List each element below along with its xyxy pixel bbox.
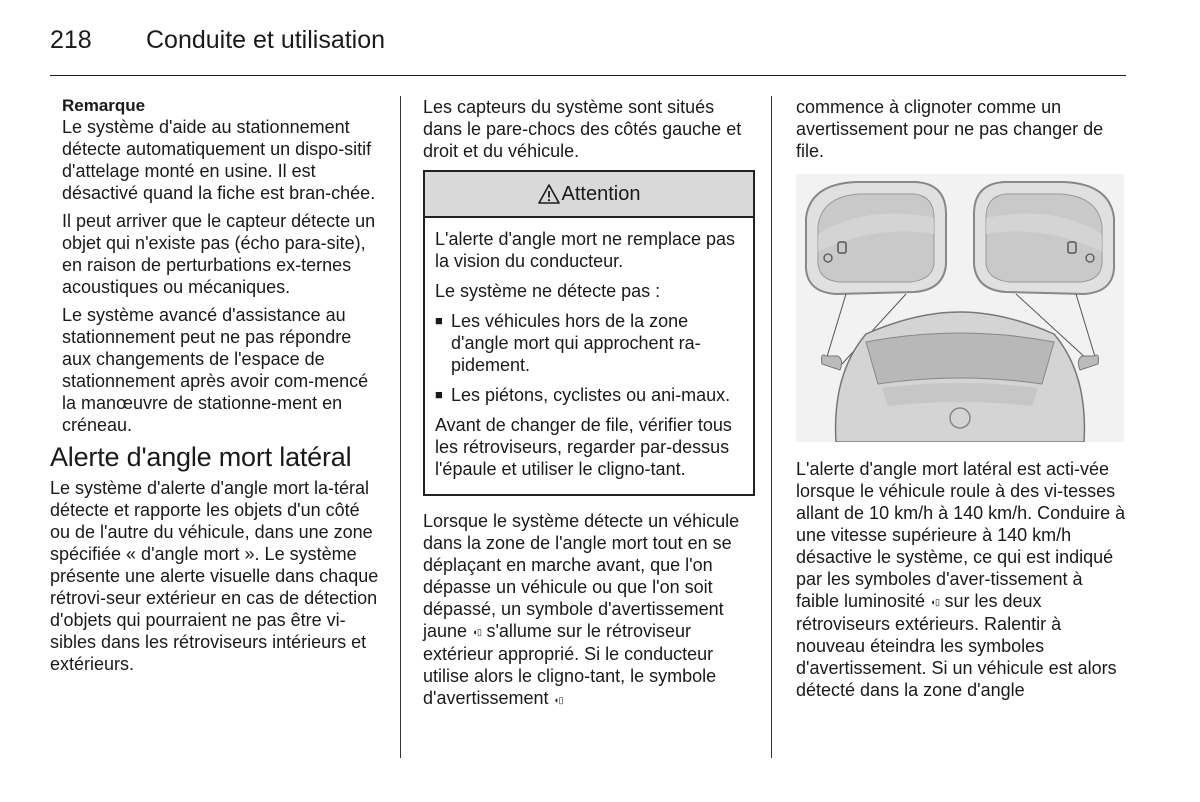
page-number: 218 <box>50 26 92 54</box>
attention-paragraph-1: L'alerte d'angle mort ne remplace pas la vision du conducteur. <box>435 229 736 271</box>
blink-paragraph: commence à clignoter comme un avertissement pour ne pas changer de file. <box>796 97 1104 161</box>
column-divider-2 <box>771 96 772 758</box>
attention-bullet-text: Les véhicules hors de la zone d'angle mort qui approchent ra-pidement. <box>451 311 701 375</box>
note-paragraph-1: Le système d'aide au stationnement détecte automatiquement un dispo-sitif d'attelage monté en usine. Il est désactivé quand la fiche est bran-chée. <box>62 117 376 203</box>
sensor-intro-paragraph: Les capteurs du système sont situés dans le pare-chocs des côtés gauche et droit et du véhicule. <box>423 97 742 161</box>
column-2 <box>423 96 755 717</box>
blind-spot-symbol-icon: ◖▯ <box>472 627 482 638</box>
attention-body <box>425 218 753 494</box>
column-1 <box>50 96 382 681</box>
column-divider-1 <box>400 96 401 758</box>
note-title: Remarque <box>62 96 146 115</box>
note-paragraph-2: Il peut arriver que le capteur détecte un objet qui n'existe pas (écho para-site), en raison de perturbations ex-ternes acoustiques ou mécaniques. <box>62 211 376 297</box>
attention-paragraph-3: Avant de changer de file, vérifier tous les rétroviseurs, regarder par-dessus l'épaule et utiliser le cligno-tant. <box>435 415 732 479</box>
page-title: Conduite et utilisation <box>146 26 386 54</box>
attention-bullet-text: Les piétons, cyclistes ou ani-maux. <box>451 385 731 405</box>
mirror-illustration <box>796 174 1124 442</box>
attention-header <box>425 172 753 218</box>
blind-spot-symbol-icon: ◖▯ <box>930 597 940 608</box>
warning-triangle-icon <box>538 184 560 204</box>
bullet-square-icon: ■ <box>435 387 443 402</box>
attention-bullet <box>435 384 743 406</box>
activation-text-b: sur les deux rétroviseurs extérieurs. Ralentir à nouveau éteindra les symboles d'avertissement. Si un véhicule est alors détecté dans la zone d'angle <box>796 591 1117 701</box>
activation-paragraph <box>796 458 1130 701</box>
attention-box <box>423 170 755 496</box>
detection-text-b: s'allume sur le rétroviseur extérieur approprié. Si le conducteur utilise alors le cligno-tant, le symbole d'avertissement <box>423 621 717 709</box>
header-divider <box>50 75 1126 76</box>
attention-paragraph-2: Le système ne détecte pas : <box>435 281 661 301</box>
detection-paragraph <box>423 510 755 711</box>
blind-spot-symbol-icon: ◖▯ <box>553 694 563 705</box>
bullet-square-icon: ■ <box>435 313 443 328</box>
page-header <box>50 26 385 54</box>
detection-text-a: Lorsque le système détecte un véhicule dans la zone de l'angle mort tout en se déplaçant en marche avant, que l'on dépasse un véhicule ou que l'on soit dépassé, un symbole d'avertissement jaune <box>423 511 740 641</box>
note-paragraph-3: Le système avancé d'assistance au stationnement peut ne pas répondre aux changements de l'espace de stationnement après avoir com-mencé la manœuvre de stationne-ment en créneau. <box>62 305 369 435</box>
section-title: Alerte d'angle mort latéral <box>50 442 352 472</box>
attention-title: Attention <box>561 183 641 205</box>
activation-text-a: L'alerte d'angle mort latéral est acti-vée lorsque le véhicule roule à des vi-tesses allant de 10 km/h à 140 km/h. Conduire à une vitesse supérieure à 140 km/h désactive le système, ce qui est indiqué par les symboles d'aver-tissement à faible luminosité <box>796 459 1126 611</box>
attention-bullet <box>435 310 743 376</box>
section-paragraph-1: Le système d'alerte d'angle mort la-téral détecte et rapporte les objets d'un côté ou de l'autre du véhicule, dans une zone spécifiée « d'angle mort ». Le système présente une alerte visuelle dans chaque rétrovi-seur extérieur en cas de détection d'objets qui pourraient ne pas être vi-sibles dans les rétroviseurs intérieurs et extérieurs. <box>50 478 379 674</box>
column-3 <box>796 96 1130 707</box>
